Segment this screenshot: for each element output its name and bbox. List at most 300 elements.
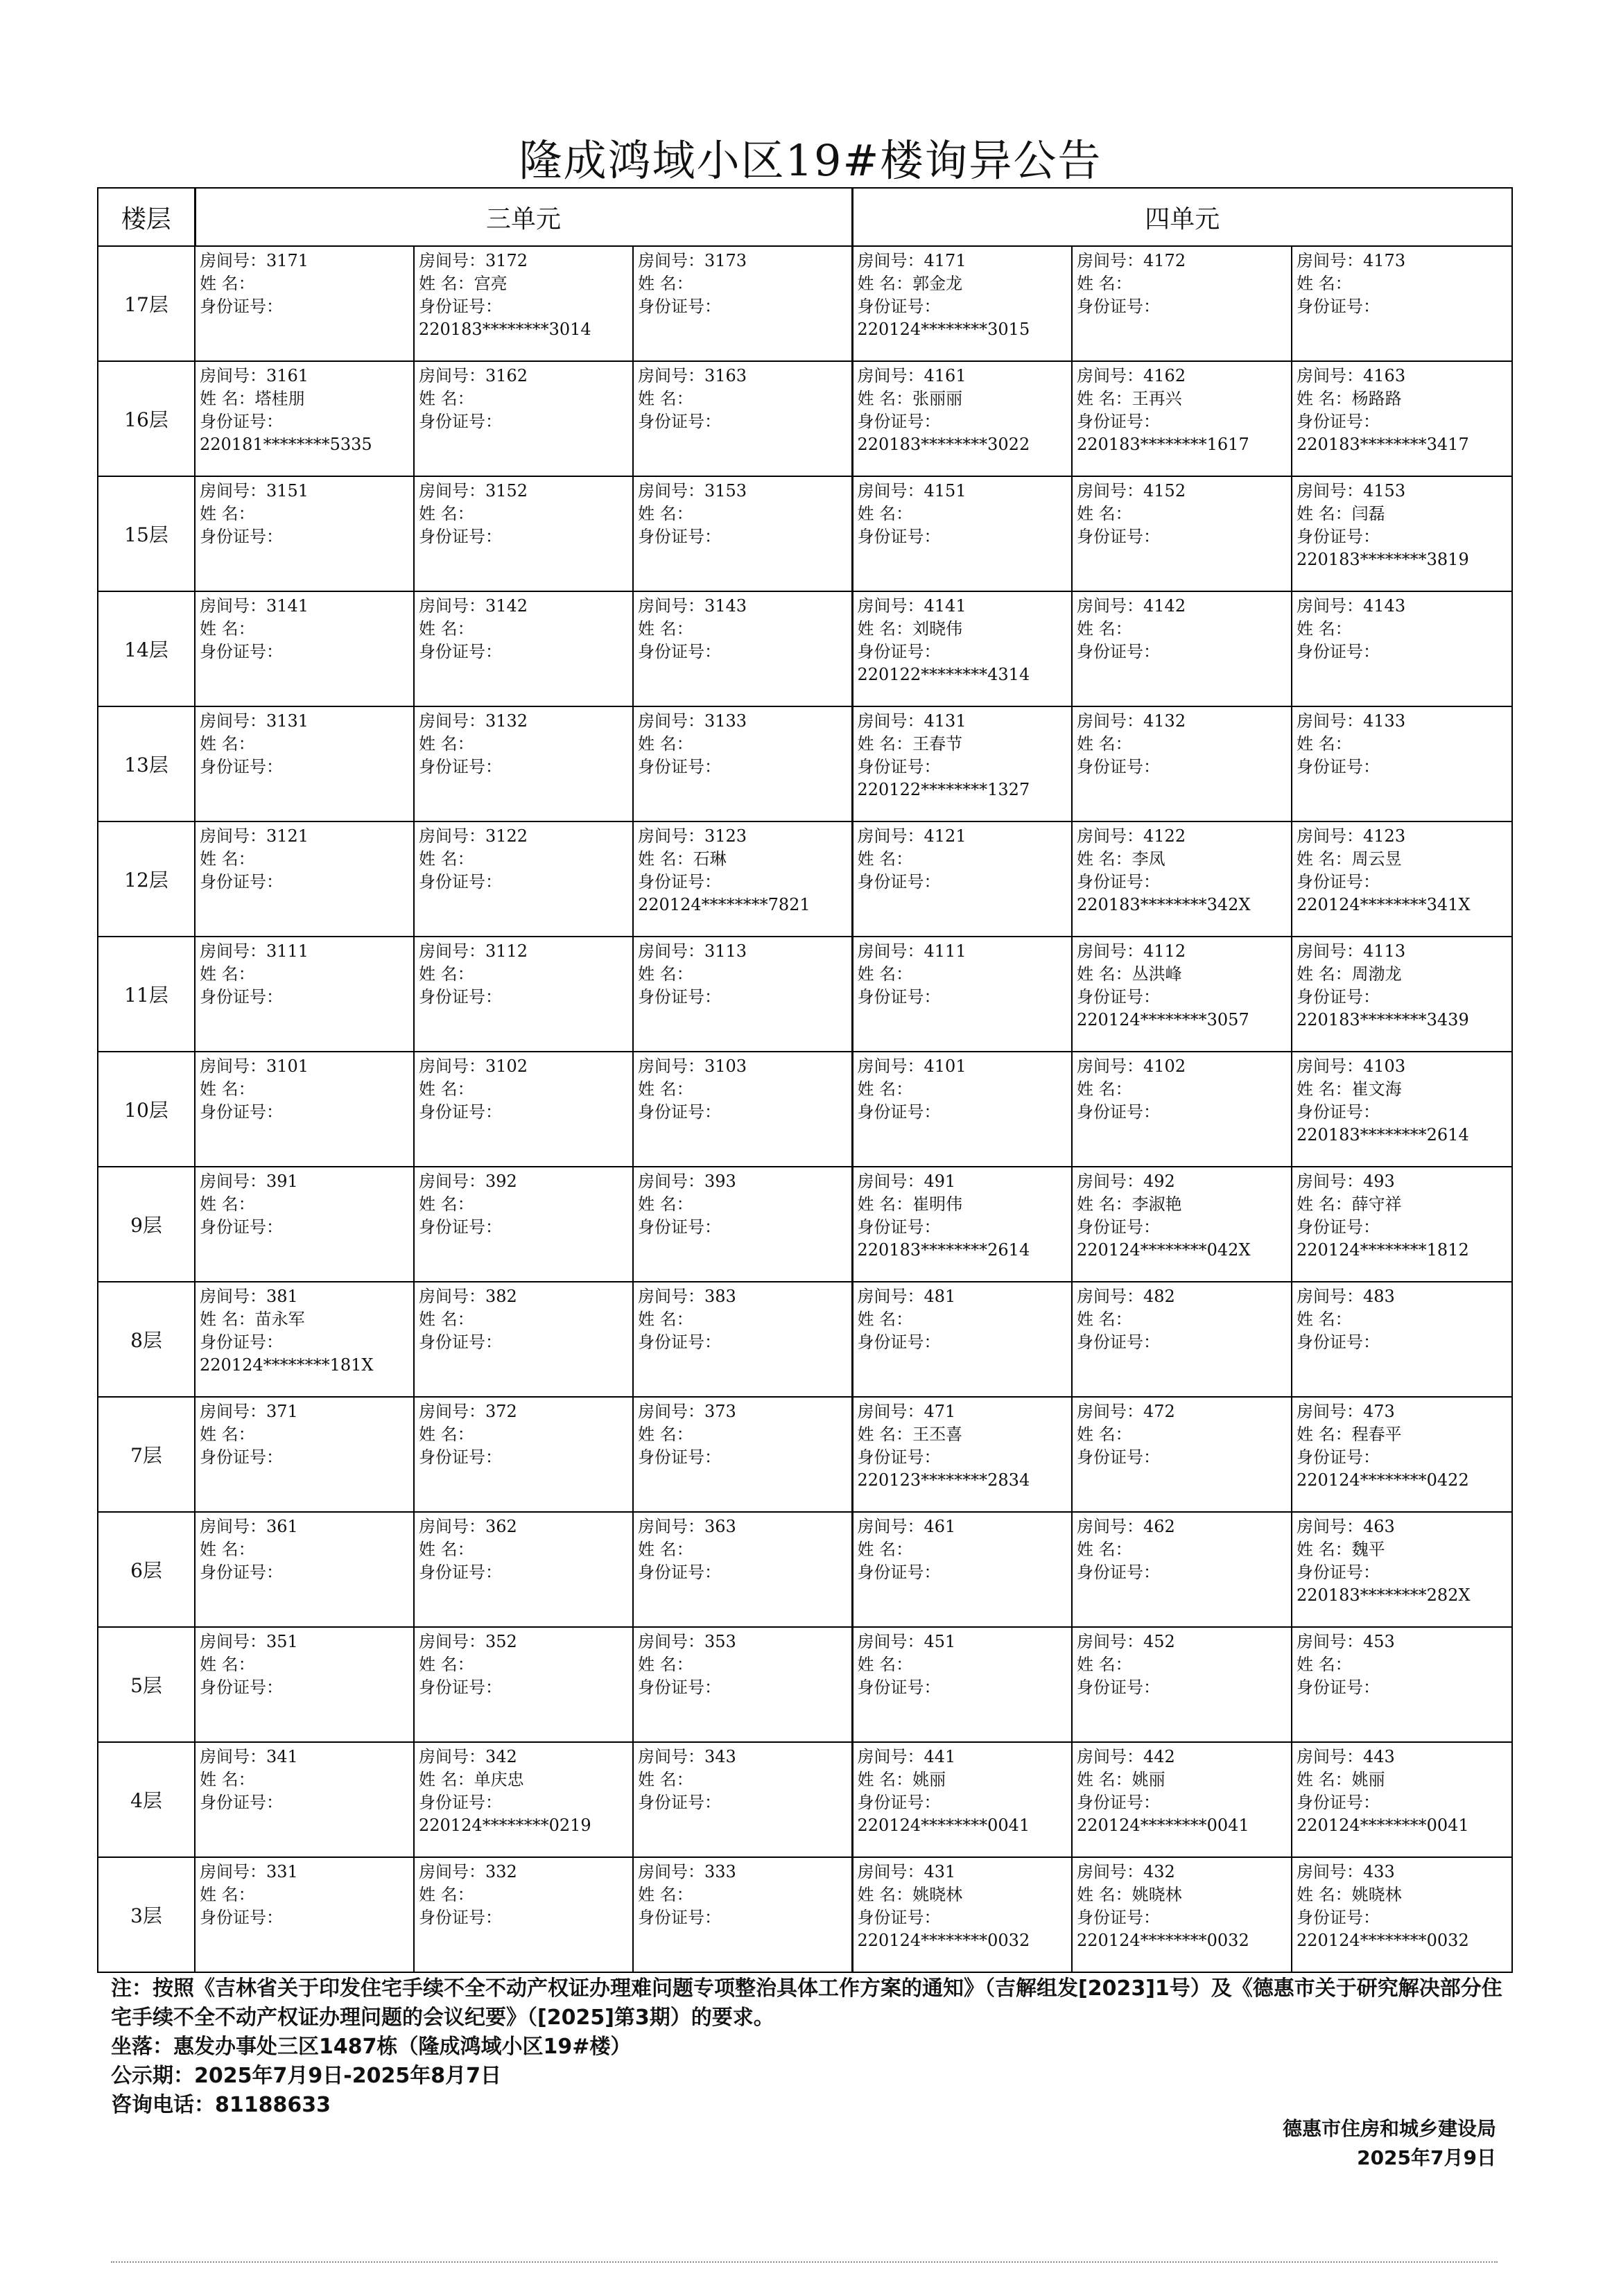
owner-name-label: 姓 名： [419, 964, 474, 984]
room-number-line [200, 1055, 409, 1078]
room-cell [1072, 1742, 1292, 1857]
id-label-line [1297, 1561, 1507, 1584]
owner-name-label: 姓 名： [200, 1885, 255, 1904]
id-label-label: 身份证号： [638, 1793, 721, 1812]
room-number-label: 房间号： [419, 1056, 485, 1076]
owner-name-label: 姓 名： [1297, 734, 1352, 754]
owner-name-value: 姚丽 [912, 1770, 946, 1789]
id-label-line [200, 1676, 409, 1699]
id-label-line [419, 1216, 628, 1239]
floor-label: 9层 [98, 1167, 195, 1282]
room-number-value: 3113 [704, 941, 747, 961]
room-cell [195, 821, 414, 937]
id-label-label: 身份证号： [1077, 642, 1161, 661]
id-label-line [200, 525, 409, 548]
id-label-line [858, 641, 1068, 663]
room-cell [1292, 821, 1512, 937]
owner-name-value: 王再兴 [1132, 389, 1182, 408]
room-number-value: 3133 [704, 711, 747, 731]
room-cell [1292, 1512, 1512, 1627]
room-cell [414, 246, 633, 361]
room-number-line [638, 595, 847, 618]
owner-name-label: 姓 名： [1077, 274, 1132, 293]
room-cell [1292, 1052, 1512, 1167]
owner-name-label: 姓 名： [419, 1079, 474, 1099]
room-number-value: 4112 [1143, 941, 1186, 961]
owner-name-label: 姓 名： [1077, 504, 1132, 523]
id-label-line [200, 641, 409, 663]
table-row [98, 821, 1512, 937]
owner-name-value: 崔明伟 [912, 1194, 963, 1214]
id-number-value: 220124********0032 [1077, 1931, 1249, 1950]
owner-name-line [1297, 1308, 1507, 1331]
room-number-value: 3132 [485, 711, 528, 731]
room-cell [1292, 591, 1512, 706]
owner-name-line [1297, 963, 1507, 986]
id-label-line [1077, 756, 1287, 779]
room-cell [195, 1167, 414, 1282]
room-number-label: 房间号： [419, 251, 485, 270]
id-label-line [200, 1331, 409, 1354]
owner-name-line [1297, 1193, 1507, 1216]
owner-name-label: 姓 名： [200, 1655, 255, 1674]
id-label-label: 身份证号： [857, 1447, 941, 1467]
room-number-value: 433 [1363, 1862, 1395, 1881]
room-number-line [419, 1285, 628, 1308]
id-label-label: 身份证号： [638, 987, 721, 1007]
owner-name-line [419, 388, 628, 410]
id-label-line [638, 525, 847, 548]
room-number-label: 房间号： [857, 1747, 924, 1766]
id-label-label: 身份证号： [1077, 1217, 1161, 1237]
id-label-line [200, 295, 409, 318]
id-label-line [638, 1906, 847, 1929]
owner-name-label: 姓 名： [857, 1655, 913, 1674]
id-label-label: 身份证号： [1077, 872, 1161, 892]
id-label-line [858, 295, 1068, 318]
room-cell [414, 1742, 633, 1857]
room-number-value: 371 [266, 1402, 298, 1421]
room-number-label: 房间号： [419, 711, 485, 731]
id-label-line [419, 1101, 628, 1124]
owner-name-value: 周云昱 [1351, 849, 1402, 869]
id-label-line [638, 1446, 847, 1469]
room-number-line [638, 1400, 847, 1423]
owner-name-label: 姓 名： [1297, 1655, 1352, 1674]
room-number-label: 房间号： [419, 1287, 485, 1306]
room-number-label: 房间号： [200, 251, 266, 270]
room-number-line [638, 1746, 847, 1768]
id-label-label: 身份证号： [200, 757, 283, 776]
owner-name-line [858, 1653, 1068, 1676]
id-label-line [200, 1791, 409, 1814]
id-label-label: 身份证号： [1297, 1678, 1380, 1697]
owner-name-line [1077, 618, 1287, 641]
floor-label: 4层 [98, 1742, 195, 1857]
floor-label: 10层 [98, 1052, 195, 1167]
id-label-line [638, 1561, 847, 1584]
room-number-line [858, 825, 1068, 848]
room-number-label: 房间号： [200, 366, 266, 385]
room-number-line [200, 1170, 409, 1193]
owner-name-line [858, 1768, 1068, 1791]
room-number-label: 房间号： [1077, 481, 1144, 501]
owner-name-label: 姓 名： [1077, 1425, 1132, 1444]
room-number-label: 房间号： [638, 1402, 704, 1421]
room-number-value: 372 [485, 1402, 517, 1421]
room-number-line [858, 940, 1068, 963]
room-cell [1072, 937, 1292, 1052]
owner-name-line [638, 1768, 847, 1791]
id-label-line [638, 756, 847, 779]
room-number-line [858, 1285, 1068, 1308]
room-number-line [419, 480, 628, 503]
id-label-label: 身份证号： [1297, 757, 1380, 776]
owner-name-label: 姓 名： [419, 734, 474, 754]
owner-name-label: 姓 名： [419, 1655, 474, 1674]
owner-name-value: 郭金龙 [912, 274, 963, 293]
room-number-line [419, 595, 628, 618]
room-cell [852, 1167, 1072, 1282]
room-cell [414, 1282, 633, 1397]
room-number-value: 3162 [485, 366, 528, 385]
room-cell [1292, 1167, 1512, 1282]
owner-name-label: 姓 名： [200, 504, 255, 523]
room-cell [1292, 1397, 1512, 1512]
room-number-value: 452 [1143, 1632, 1175, 1651]
room-number-label: 房间号： [200, 711, 266, 731]
owner-name-label: 姓 名： [1297, 274, 1352, 293]
owner-name-label: 姓 名： [857, 504, 913, 523]
room-number-line [1077, 1515, 1287, 1538]
id-label-line [858, 986, 1068, 1009]
id-label-line [1297, 410, 1507, 433]
room-number-line [858, 710, 1068, 733]
id-number-value: 220124********0041 [857, 1816, 1030, 1835]
room-number-value: 352 [485, 1632, 517, 1651]
room-number-label: 房间号： [857, 481, 924, 501]
id-label-label: 身份证号： [638, 1563, 721, 1582]
id-label-line [1077, 295, 1287, 318]
room-number-value: 382 [485, 1287, 517, 1306]
room-number-line [419, 710, 628, 733]
phone-text: 咨询电话：81188633 [111, 2093, 331, 2117]
owner-name-line [858, 1423, 1068, 1446]
room-number-line [858, 365, 1068, 388]
room-number-line [638, 1515, 847, 1538]
room-number-value: 383 [704, 1287, 736, 1306]
room-cell [633, 821, 852, 937]
owner-name-line [638, 1884, 847, 1906]
room-number-value: 442 [1143, 1747, 1175, 1766]
room-cell [852, 361, 1072, 476]
room-number-value: 391 [266, 1172, 298, 1191]
table-row [98, 1167, 1512, 1282]
id-number-value: 220124********341X [1297, 895, 1471, 914]
room-cell [414, 361, 633, 476]
table-row [98, 1282, 1512, 1397]
room-cell [1292, 1627, 1512, 1742]
room-number-line [1077, 480, 1287, 503]
owner-name-line [200, 272, 409, 295]
owner-name-label: 姓 名： [638, 1655, 693, 1674]
id-label-label: 身份证号： [638, 297, 721, 316]
room-number-line [858, 1630, 1068, 1653]
room-number-value: 3172 [485, 251, 528, 270]
id-label-label: 身份证号： [857, 1217, 941, 1237]
room-number-value: 471 [924, 1402, 956, 1421]
period-text: 公示期：2025年7月9日-2025年8月7日 [111, 2064, 501, 2088]
room-number-line [1297, 480, 1507, 503]
room-cell [1072, 1282, 1292, 1397]
owner-name-label: 姓 名： [857, 1770, 913, 1789]
owner-name-label: 姓 名： [419, 1540, 474, 1559]
table-body [98, 246, 1512, 1972]
owner-name-label: 姓 名： [857, 1540, 913, 1559]
id-label-line [1297, 1331, 1507, 1354]
table-row [98, 706, 1512, 821]
room-number-line [638, 1630, 847, 1653]
room-number-value: 4163 [1363, 366, 1406, 385]
id-label-label: 身份证号： [1297, 1563, 1380, 1582]
owner-name-label: 姓 名： [1297, 1885, 1352, 1904]
room-number-value: 361 [266, 1517, 298, 1536]
table-row [98, 1857, 1512, 1972]
room-number-value: 341 [266, 1747, 298, 1766]
floor-label: 13层 [98, 706, 195, 821]
owner-name-value: 石琳 [693, 849, 727, 869]
room-number-label: 房间号： [200, 1517, 266, 1536]
owner-name-label: 姓 名： [638, 504, 693, 523]
room-number-line [200, 940, 409, 963]
room-number-label: 房间号： [638, 711, 704, 731]
room-cell [1292, 246, 1512, 361]
room-number-label: 房间号： [857, 1056, 924, 1076]
room-cell [852, 1512, 1072, 1627]
room-number-line [419, 1400, 628, 1423]
room-number-label: 房间号： [638, 1747, 704, 1766]
room-number-label: 房间号： [1297, 366, 1364, 385]
room-number-value: 4122 [1143, 826, 1186, 846]
owner-name-line [638, 1308, 847, 1331]
id-label-label: 身份证号： [419, 527, 502, 546]
owner-name-label: 姓 名： [1297, 389, 1352, 408]
floor-label: 11层 [98, 937, 195, 1052]
room-number-line [200, 1746, 409, 1768]
owner-name-line [638, 963, 847, 986]
id-label-line [1077, 871, 1287, 894]
id-number-value: 220124********7821 [638, 895, 810, 914]
id-label-label: 身份证号： [200, 1217, 283, 1237]
room-number-value: 482 [1143, 1287, 1175, 1306]
room-number-value: 3121 [266, 826, 309, 846]
room-cell [852, 246, 1072, 361]
room-number-label: 房间号： [1077, 1056, 1144, 1076]
room-number-line [1297, 710, 1507, 733]
id-number-value: 220183********2614 [1297, 1125, 1469, 1145]
id-label-label: 身份证号： [419, 1678, 502, 1697]
owner-name-label: 姓 名： [419, 1310, 474, 1329]
owner-name-line [1077, 272, 1287, 295]
room-cell [633, 1397, 852, 1512]
room-number-label: 房间号： [638, 481, 704, 501]
table-row [98, 937, 1512, 1052]
id-label-label: 身份证号： [200, 1447, 283, 1467]
room-number-label: 房间号： [638, 1056, 704, 1076]
id-label-line [1077, 1101, 1287, 1124]
owner-name-label: 姓 名： [1077, 619, 1132, 638]
room-number-label: 房间号： [419, 366, 485, 385]
room-number-value: 3152 [485, 481, 528, 501]
room-number-value: 381 [266, 1287, 298, 1306]
room-number-label: 房间号： [200, 481, 266, 501]
owner-name-line [1077, 1078, 1287, 1101]
id-label-line [1077, 1331, 1287, 1354]
owner-name-line [638, 618, 847, 641]
owner-name-label: 姓 名： [857, 1310, 913, 1329]
room-cell [1072, 1627, 1292, 1742]
room-number-line [638, 365, 847, 388]
room-cell [633, 1742, 852, 1857]
owner-name-line [419, 1538, 628, 1561]
room-number-label: 房间号： [200, 1747, 266, 1766]
room-number-value: 4161 [924, 366, 966, 385]
room-number-value: 4102 [1143, 1056, 1186, 1076]
id-label-line [858, 1791, 1068, 1814]
room-number-line [200, 1630, 409, 1653]
room-number-line [858, 595, 1068, 618]
room-number-value: 472 [1143, 1402, 1175, 1421]
id-label-label: 身份证号： [1297, 412, 1380, 431]
owner-name-line [858, 733, 1068, 756]
id-number-value: 220123********2834 [857, 1470, 1030, 1490]
room-number-label: 房间号： [419, 826, 485, 846]
room-number-label: 房间号： [200, 1862, 266, 1881]
owner-name-value: 闫磊 [1351, 504, 1385, 523]
room-number-label: 房间号： [1077, 596, 1144, 616]
room-number-label: 房间号： [638, 826, 704, 846]
room-number-value: 4162 [1143, 366, 1186, 385]
owner-name-line [419, 1768, 628, 1791]
id-label-line [1297, 1906, 1507, 1929]
id-label-line [200, 871, 409, 894]
id-label-line [1297, 525, 1507, 548]
room-number-label: 房间号： [638, 1287, 704, 1306]
id-label-line [638, 1101, 847, 1124]
room-number-label: 房间号： [857, 596, 924, 616]
room-number-value: 493 [1363, 1172, 1395, 1191]
room-number-label: 房间号： [1297, 1172, 1364, 1191]
id-label-line [858, 756, 1068, 779]
id-label-label: 身份证号： [1297, 1908, 1380, 1927]
owner-name-line [200, 1078, 409, 1101]
owner-name-label: 姓 名： [638, 619, 693, 638]
room-number-line [638, 710, 847, 733]
room-number-label: 房间号： [638, 1862, 704, 1881]
owner-name-line [638, 1653, 847, 1676]
room-number-line [1297, 825, 1507, 848]
id-number-value: 220124********0032 [857, 1931, 1030, 1950]
owner-name-value: 杨路路 [1351, 389, 1402, 408]
room-cell [1072, 1167, 1292, 1282]
id-label-line [419, 1561, 628, 1584]
owner-name-label: 姓 名： [1077, 849, 1132, 869]
id-label-line [200, 986, 409, 1009]
room-number-value: 462 [1143, 1517, 1175, 1536]
table-row [98, 1397, 1512, 1512]
owner-name-value: 丛洪峰 [1132, 964, 1182, 984]
room-number-label: 房间号： [857, 366, 924, 385]
room-number-value: 431 [924, 1862, 956, 1881]
room-number-label: 房间号： [1297, 481, 1364, 501]
id-label-label: 身份证号： [638, 872, 721, 892]
floor-label: 14层 [98, 591, 195, 706]
id-label-label: 身份证号： [200, 1563, 283, 1582]
owner-name-label: 姓 名： [200, 734, 255, 754]
floor-label: 5层 [98, 1627, 195, 1742]
room-cell [1072, 1052, 1292, 1167]
owner-name-label: 姓 名： [1297, 849, 1352, 869]
room-cell [852, 1052, 1072, 1167]
room-number-value: 491 [924, 1172, 956, 1191]
room-number-line [1077, 1170, 1287, 1193]
room-cell [414, 1397, 633, 1512]
owner-name-label: 姓 名： [638, 849, 693, 869]
room-cell [1072, 706, 1292, 821]
owner-name-label: 姓 名： [638, 1770, 693, 1789]
owner-name-line [1077, 1193, 1287, 1216]
room-number-label: 房间号： [1077, 941, 1144, 961]
owner-name-label: 姓 名： [1297, 504, 1352, 523]
owner-name-line [1077, 963, 1287, 986]
room-number-value: 4101 [924, 1056, 966, 1076]
room-cell [414, 1512, 633, 1627]
owner-name-label: 姓 名： [1297, 964, 1352, 984]
owner-name-label: 姓 名： [1297, 619, 1352, 638]
issue-date: 2025年7月9日 [1357, 2146, 1496, 2169]
room-number-line [1077, 710, 1287, 733]
id-label-label: 身份证号： [1077, 1332, 1161, 1352]
room-number-value: 451 [924, 1632, 956, 1651]
id-label-label: 身份证号： [200, 1678, 283, 1697]
room-cell [195, 1282, 414, 1397]
room-number-label: 房间号： [638, 941, 704, 961]
room-number-value: 373 [704, 1402, 736, 1421]
owner-name-line [638, 272, 847, 295]
owner-name-label: 姓 名： [419, 274, 474, 293]
unit-4-header: 四单元 [852, 188, 1512, 246]
owner-name-label: 姓 名： [200, 619, 255, 638]
room-number-value: 4132 [1143, 711, 1186, 731]
room-number-value: 3123 [704, 826, 747, 846]
id-number-value: 220183********3439 [1297, 1010, 1469, 1029]
owner-name-value: 姚晓林 [912, 1885, 963, 1904]
owner-name-label: 姓 名： [200, 389, 255, 408]
id-number-value: 220183********3022 [857, 435, 1030, 454]
room-number-label: 房间号： [857, 1517, 924, 1536]
owner-name-value: 魏平 [1351, 1540, 1385, 1559]
id-label-label: 身份证号： [857, 872, 941, 892]
owner-name-value: 王丕喜 [912, 1425, 963, 1444]
room-number-label: 房间号： [1077, 1402, 1144, 1421]
owner-name-line [1077, 1423, 1287, 1446]
room-number-value: 4173 [1363, 251, 1406, 270]
room-number-line [1297, 1630, 1507, 1653]
room-number-label: 房间号： [857, 1862, 924, 1881]
room-number-label: 房间号： [1297, 1287, 1364, 1306]
room-number-label: 房间号： [1297, 1402, 1364, 1421]
table-row [98, 1052, 1512, 1167]
